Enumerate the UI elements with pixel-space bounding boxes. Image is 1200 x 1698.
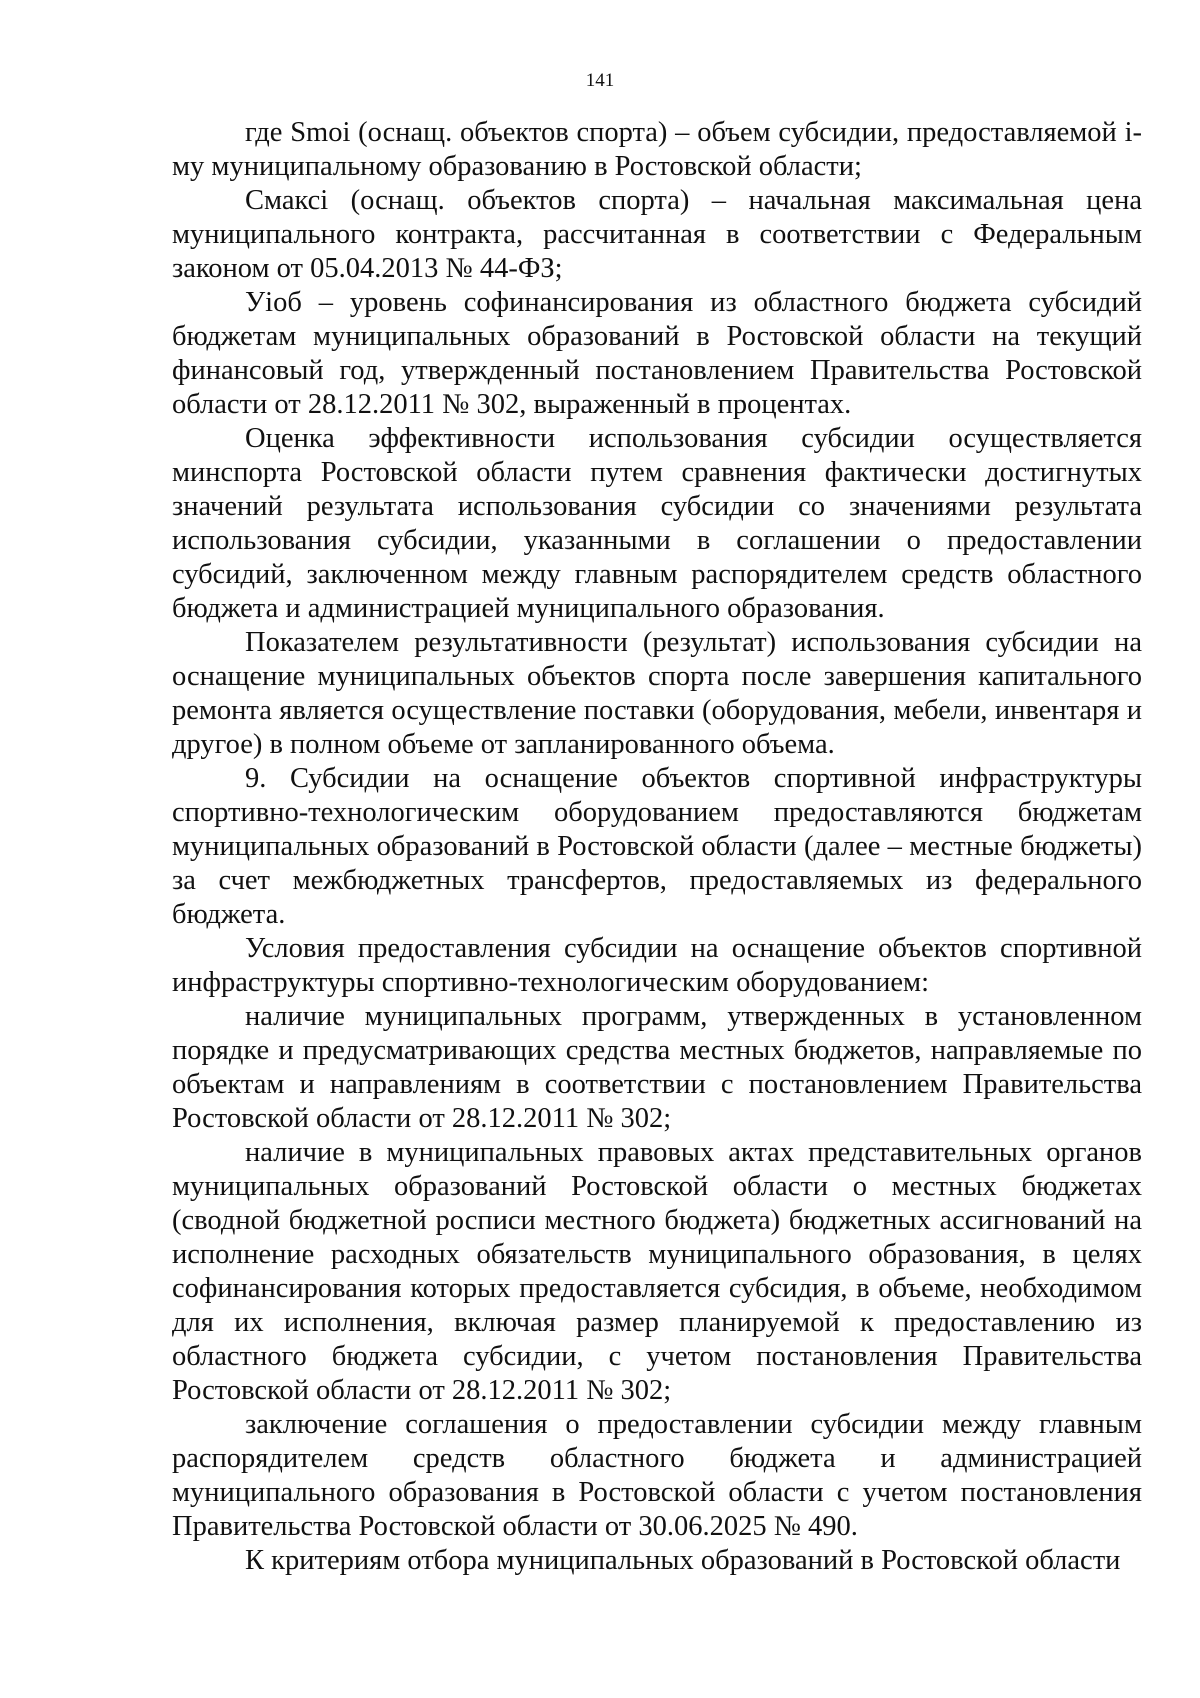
paragraph-condition-budget-allocations: наличие в муниципальных правовых актах представительных органов муниципальных образований Ростовской области о местных бюджетах (сводной бюджетной росписи местного бюджета) бюджетных ассигнований на исполнение расходных обязательств муниципального образования, в целях софинансирования которых предоставляется субсидия, в объеме, необходимом для их исполнения, включая размер планируемой к предоставлению из областного бюджета субсидии, с учетом постановления Правительства Ростовской области от 28.12.2011 № 302; — [172, 1137, 1142, 1406]
paragraph-condition-programs: наличие муниципальных программ, утвержденных в установленном порядке и предусматривающих средства местных бюджетов, направляемые по объектам и направлениям в соответствии с постановлением Правительства Ростовской области от 28.12.2011 № 302; — [172, 1001, 1142, 1134]
page-number: 141 — [585, 70, 615, 91]
paragraph-performance-indicator: Показателем результативности (результат) использования субсидии на оснащение муниципальных объектов спорта после завершения капитального ремонта является осуществление поставки (оборудования, мебели, инвентаря и другое) в полном объеме от запланированного объема. — [172, 627, 1142, 760]
paragraph-condition-agreement: заключение соглашения о предоставлении субсидии между главным распорядителем средств областного бюджета и администрацией муниципального образования в Ростовской области с учетом постановления Правительства Ростовской области от 30.06.2025 № 490. — [172, 1409, 1142, 1542]
paragraph-efficiency-assessment: Оценка эффективности использования субсидии осуществляется минспорта Ростовской области путем сравнения фактически достигнутых значений результата использования субсидии со значениями результата использования субсидии, указанными в соглашении о предоставлении субсидий, заключенном между главным распорядителем средств областного бюджета и администрацией муниципального образования. — [172, 423, 1142, 624]
paragraph-uiob-definition: Уiоб – уровень софинансирования из областного бюджета субсидий бюджетам муниципальных образований в Ростовской области на текущий финансовый год, утвержденный постановлением Правительства Ростовской области от 28.12.2011 № 302, выраженный в процентах. — [172, 287, 1142, 420]
paragraph-conditions-heading: Условия предоставления субсидии на оснащение объектов спортивной инфраструктуры спортивно-технологическим оборудованием: — [172, 933, 1142, 998]
paragraph-smoi-definition: где Smoi (оснащ. объектов спорта) – объем субсидии, предоставляемой i-му муниципальному образованию в Ростовской области; — [172, 117, 1142, 182]
paragraph-section-9: 9. Субсидии на оснащение объектов спортивной инфраструктуры спортивно-технологическим оборудованием предоставляются бюджетам муниципальных образований в Ростовской области (далее – местные бюджеты) за счет межбюджетных трансфертов, предоставляемых из федерального бюджета. — [172, 763, 1142, 930]
paragraph-selection-criteria: К критериям отбора муниципальных образований в Ростовской области — [245, 1545, 1121, 1576]
paragraph-smaksi-definition: Смаксi (оснащ. объектов спорта) – начальная максимальная цена муниципального контракта, рассчитанная в соответствии с Федеральным законом от 05.04.2013 № 44-ФЗ; — [172, 185, 1142, 284]
document-body — [172, 116, 1142, 1578]
